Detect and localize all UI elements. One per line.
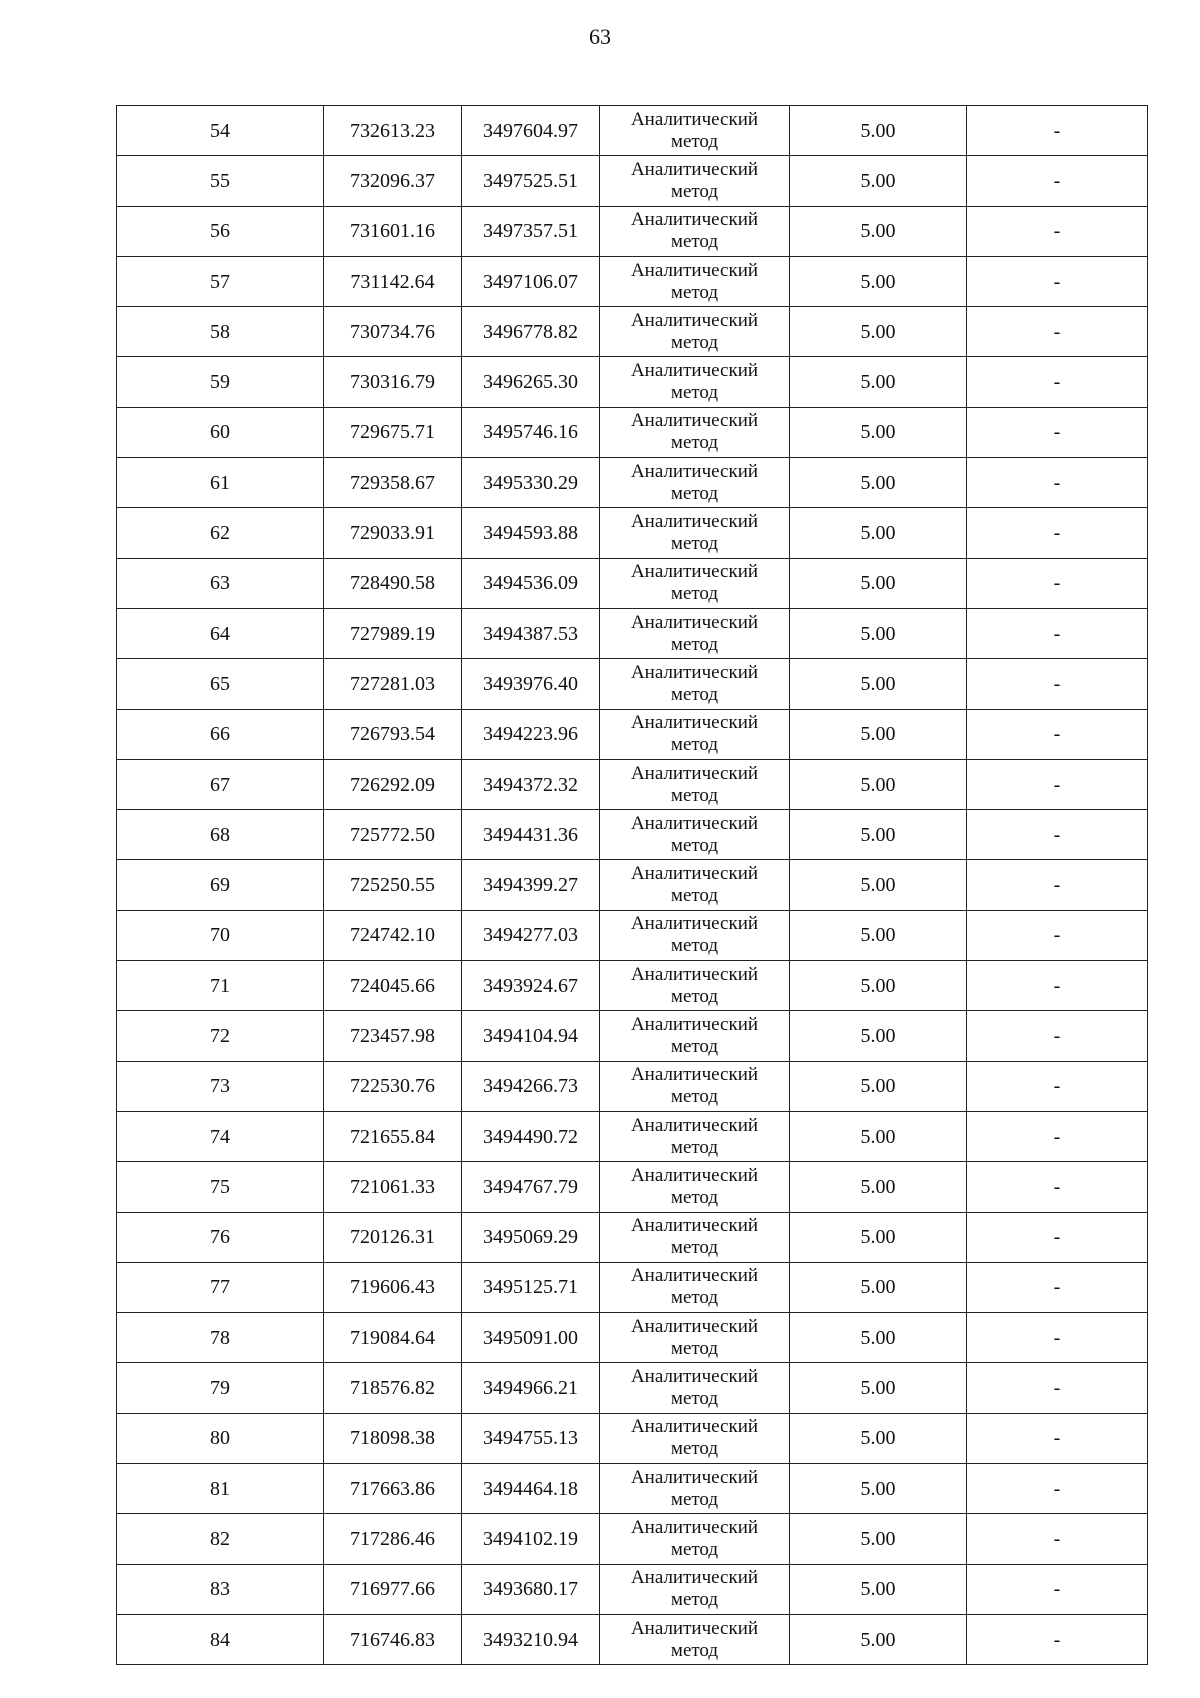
accuracy-cell: 5.00 bbox=[790, 1011, 967, 1061]
method-cell bbox=[600, 1011, 790, 1061]
note-cell: - bbox=[967, 1464, 1148, 1514]
note-cell: - bbox=[967, 1564, 1148, 1614]
method-line-1: Аналитический bbox=[630, 1617, 759, 1639]
x-coordinate-cell: 729033.91 bbox=[324, 508, 462, 558]
table-row bbox=[117, 810, 1148, 860]
method-cell bbox=[600, 508, 790, 558]
table-row bbox=[117, 1212, 1148, 1262]
accuracy-cell: 5.00 bbox=[790, 1464, 967, 1514]
method-line-2: метод bbox=[670, 1589, 719, 1611]
y-coordinate-cell: 3494223.96 bbox=[462, 709, 600, 759]
y-coordinate-cell: 3495069.29 bbox=[462, 1212, 600, 1262]
accuracy-cell: 5.00 bbox=[790, 759, 967, 809]
note-cell: - bbox=[967, 558, 1148, 608]
x-coordinate-cell: 731601.16 bbox=[324, 206, 462, 256]
method-line-1: Аналитический bbox=[630, 108, 759, 130]
point-number-cell: 56 bbox=[117, 206, 324, 256]
table-row bbox=[117, 659, 1148, 709]
method-cell bbox=[600, 458, 790, 508]
method-line-2: метод bbox=[670, 533, 719, 555]
note-cell: - bbox=[967, 1111, 1148, 1161]
accuracy-cell: 5.00 bbox=[790, 458, 967, 508]
accuracy-cell: 5.00 bbox=[790, 608, 967, 658]
note-cell: - bbox=[967, 1212, 1148, 1262]
accuracy-cell: 5.00 bbox=[790, 1212, 967, 1262]
point-number-cell: 76 bbox=[117, 1212, 324, 1262]
table-row bbox=[117, 860, 1148, 910]
accuracy-cell: 5.00 bbox=[790, 156, 967, 206]
method-line-2: метод bbox=[670, 130, 719, 152]
x-coordinate-cell: 725250.55 bbox=[324, 860, 462, 910]
method-line-2: метод bbox=[670, 885, 719, 907]
point-number-cell: 61 bbox=[117, 458, 324, 508]
method-cell bbox=[600, 1111, 790, 1161]
y-coordinate-cell: 3494966.21 bbox=[462, 1363, 600, 1413]
accuracy-cell: 5.00 bbox=[790, 407, 967, 457]
y-coordinate-cell: 3494372.32 bbox=[462, 759, 600, 809]
table-row bbox=[117, 1011, 1148, 1061]
x-coordinate-cell: 727989.19 bbox=[324, 608, 462, 658]
y-coordinate-cell: 3497106.07 bbox=[462, 256, 600, 306]
method-cell bbox=[600, 1564, 790, 1614]
method-line-1: Аналитический bbox=[630, 209, 759, 231]
point-number-cell: 83 bbox=[117, 1564, 324, 1614]
x-coordinate-cell: 730734.76 bbox=[324, 307, 462, 357]
accuracy-cell: 5.00 bbox=[790, 910, 967, 960]
x-coordinate-cell: 716977.66 bbox=[324, 1564, 462, 1614]
x-coordinate-cell: 718576.82 bbox=[324, 1363, 462, 1413]
x-coordinate-cell: 716746.83 bbox=[324, 1614, 462, 1664]
method-line-1: Аналитический bbox=[630, 1265, 759, 1287]
y-coordinate-cell: 3494387.53 bbox=[462, 608, 600, 658]
note-cell: - bbox=[967, 1363, 1148, 1413]
accuracy-cell: 5.00 bbox=[790, 256, 967, 306]
accuracy-cell: 5.00 bbox=[790, 1614, 967, 1664]
note-cell: - bbox=[967, 156, 1148, 206]
method-cell bbox=[600, 810, 790, 860]
point-number-cell: 80 bbox=[117, 1413, 324, 1463]
x-coordinate-cell: 721655.84 bbox=[324, 1111, 462, 1161]
method-line-1: Аналитический bbox=[630, 963, 759, 985]
point-number-cell: 78 bbox=[117, 1313, 324, 1363]
y-coordinate-cell: 3494767.79 bbox=[462, 1162, 600, 1212]
point-number-cell: 66 bbox=[117, 709, 324, 759]
point-number-cell: 84 bbox=[117, 1614, 324, 1664]
method-line-1: Аналитический bbox=[630, 863, 759, 885]
point-number-cell: 54 bbox=[117, 106, 324, 156]
note-cell: - bbox=[967, 407, 1148, 457]
point-number-cell: 69 bbox=[117, 860, 324, 910]
note-cell: - bbox=[967, 810, 1148, 860]
x-coordinate-cell: 724742.10 bbox=[324, 910, 462, 960]
method-line-2: метод bbox=[670, 1186, 719, 1208]
coordinates-table bbox=[116, 105, 1148, 1665]
point-number-cell: 59 bbox=[117, 357, 324, 407]
accuracy-cell: 5.00 bbox=[790, 1262, 967, 1312]
method-line-1: Аналитический bbox=[630, 1516, 759, 1538]
table-row bbox=[117, 1313, 1148, 1363]
y-coordinate-cell: 3493924.67 bbox=[462, 961, 600, 1011]
method-line-1: Аналитический bbox=[630, 1567, 759, 1589]
table-row bbox=[117, 156, 1148, 206]
point-number-cell: 60 bbox=[117, 407, 324, 457]
x-coordinate-cell: 729358.67 bbox=[324, 458, 462, 508]
method-line-2: метод bbox=[670, 1237, 719, 1259]
method-cell bbox=[600, 357, 790, 407]
accuracy-cell: 5.00 bbox=[790, 307, 967, 357]
point-number-cell: 71 bbox=[117, 961, 324, 1011]
note-cell: - bbox=[967, 307, 1148, 357]
method-line-2: метод bbox=[670, 1388, 719, 1410]
method-line-1: Аналитический bbox=[630, 360, 759, 382]
method-cell bbox=[600, 1514, 790, 1564]
y-coordinate-cell: 3496778.82 bbox=[462, 307, 600, 357]
point-number-cell: 63 bbox=[117, 558, 324, 608]
accuracy-cell: 5.00 bbox=[790, 709, 967, 759]
note-cell: - bbox=[967, 759, 1148, 809]
method-cell bbox=[600, 659, 790, 709]
method-line-1: Аналитический bbox=[630, 460, 759, 482]
point-number-cell: 75 bbox=[117, 1162, 324, 1212]
y-coordinate-cell: 3494490.72 bbox=[462, 1111, 600, 1161]
y-coordinate-cell: 3494277.03 bbox=[462, 910, 600, 960]
table-row bbox=[117, 1363, 1148, 1413]
y-coordinate-cell: 3495125.71 bbox=[462, 1262, 600, 1312]
method-line-2: метод bbox=[670, 231, 719, 253]
accuracy-cell: 5.00 bbox=[790, 206, 967, 256]
x-coordinate-cell: 719606.43 bbox=[324, 1262, 462, 1312]
y-coordinate-cell: 3495330.29 bbox=[462, 458, 600, 508]
method-cell bbox=[600, 1363, 790, 1413]
table-row bbox=[117, 1162, 1148, 1212]
method-line-1: Аналитический bbox=[630, 1164, 759, 1186]
y-coordinate-cell: 3495746.16 bbox=[462, 407, 600, 457]
x-coordinate-cell: 731142.64 bbox=[324, 256, 462, 306]
table-row bbox=[117, 1464, 1148, 1514]
point-number-cell: 74 bbox=[117, 1111, 324, 1161]
accuracy-cell: 5.00 bbox=[790, 961, 967, 1011]
method-line-1: Аналитический bbox=[630, 1215, 759, 1237]
method-line-1: Аналитический bbox=[630, 410, 759, 432]
note-cell: - bbox=[967, 508, 1148, 558]
point-number-cell: 65 bbox=[117, 659, 324, 709]
x-coordinate-cell: 730316.79 bbox=[324, 357, 462, 407]
point-number-cell: 57 bbox=[117, 256, 324, 306]
table-row bbox=[117, 307, 1148, 357]
method-line-1: Аналитический bbox=[630, 712, 759, 734]
method-line-2: метод bbox=[670, 331, 719, 353]
y-coordinate-cell: 3494536.09 bbox=[462, 558, 600, 608]
point-number-cell: 67 bbox=[117, 759, 324, 809]
method-line-1: Аналитический bbox=[630, 913, 759, 935]
y-coordinate-cell: 3494104.94 bbox=[462, 1011, 600, 1061]
method-cell bbox=[600, 1413, 790, 1463]
method-line-2: метод bbox=[670, 834, 719, 856]
x-coordinate-cell: 732096.37 bbox=[324, 156, 462, 206]
method-line-1: Аналитический bbox=[630, 158, 759, 180]
x-coordinate-cell: 725772.50 bbox=[324, 810, 462, 860]
x-coordinate-cell: 723457.98 bbox=[324, 1011, 462, 1061]
method-line-2: метод bbox=[670, 1136, 719, 1158]
note-cell: - bbox=[967, 1514, 1148, 1564]
method-cell bbox=[600, 759, 790, 809]
table-row bbox=[117, 709, 1148, 759]
note-cell: - bbox=[967, 961, 1148, 1011]
method-line-2: метод bbox=[670, 985, 719, 1007]
method-line-1: Аналитический bbox=[630, 1466, 759, 1488]
table-row bbox=[117, 1061, 1148, 1111]
coordinates-table-body bbox=[117, 106, 1148, 1665]
method-line-2: метод bbox=[670, 1086, 719, 1108]
y-coordinate-cell: 3497357.51 bbox=[462, 206, 600, 256]
note-cell: - bbox=[967, 709, 1148, 759]
y-coordinate-cell: 3494593.88 bbox=[462, 508, 600, 558]
method-line-2: метод bbox=[670, 734, 719, 756]
method-cell bbox=[600, 1262, 790, 1312]
method-line-2: метод bbox=[670, 1337, 719, 1359]
y-coordinate-cell: 3494755.13 bbox=[462, 1413, 600, 1463]
accuracy-cell: 5.00 bbox=[790, 860, 967, 910]
x-coordinate-cell: 719084.64 bbox=[324, 1313, 462, 1363]
method-line-2: метод bbox=[670, 784, 719, 806]
table-row bbox=[117, 1413, 1148, 1463]
method-line-2: метод bbox=[670, 1488, 719, 1510]
method-line-1: Аналитический bbox=[630, 812, 759, 834]
method-line-2: метод bbox=[670, 633, 719, 655]
method-cell bbox=[600, 1464, 790, 1514]
method-line-2: метод bbox=[670, 432, 719, 454]
table-row bbox=[117, 1514, 1148, 1564]
method-line-1: Аналитический bbox=[630, 661, 759, 683]
table-row bbox=[117, 206, 1148, 256]
method-cell bbox=[600, 106, 790, 156]
method-cell bbox=[600, 256, 790, 306]
note-cell: - bbox=[967, 1162, 1148, 1212]
point-number-cell: 58 bbox=[117, 307, 324, 357]
x-coordinate-cell: 717663.86 bbox=[324, 1464, 462, 1514]
table-row bbox=[117, 608, 1148, 658]
point-number-cell: 73 bbox=[117, 1061, 324, 1111]
x-coordinate-cell: 724045.66 bbox=[324, 961, 462, 1011]
point-number-cell: 81 bbox=[117, 1464, 324, 1514]
accuracy-cell: 5.00 bbox=[790, 558, 967, 608]
method-line-1: Аналитический bbox=[630, 1366, 759, 1388]
y-coordinate-cell: 3497604.97 bbox=[462, 106, 600, 156]
method-line-1: Аналитический bbox=[630, 511, 759, 533]
table-row bbox=[117, 759, 1148, 809]
table-row bbox=[117, 106, 1148, 156]
x-coordinate-cell: 726793.54 bbox=[324, 709, 462, 759]
table-row bbox=[117, 256, 1148, 306]
point-number-cell: 70 bbox=[117, 910, 324, 960]
method-line-2: метод bbox=[670, 935, 719, 957]
method-line-1: Аналитический bbox=[630, 1064, 759, 1086]
method-cell bbox=[600, 1162, 790, 1212]
method-line-2: метод bbox=[670, 583, 719, 605]
accuracy-cell: 5.00 bbox=[790, 1413, 967, 1463]
method-line-2: метод bbox=[670, 1438, 719, 1460]
table-row bbox=[117, 1614, 1148, 1664]
method-cell bbox=[600, 910, 790, 960]
accuracy-cell: 5.00 bbox=[790, 1564, 967, 1614]
method-line-2: метод bbox=[670, 683, 719, 705]
accuracy-cell: 5.00 bbox=[790, 810, 967, 860]
note-cell: - bbox=[967, 256, 1148, 306]
y-coordinate-cell: 3493210.94 bbox=[462, 1614, 600, 1664]
method-cell bbox=[600, 156, 790, 206]
accuracy-cell: 5.00 bbox=[790, 1514, 967, 1564]
x-coordinate-cell: 729675.71 bbox=[324, 407, 462, 457]
y-coordinate-cell: 3496265.30 bbox=[462, 357, 600, 407]
accuracy-cell: 5.00 bbox=[790, 106, 967, 156]
point-number-cell: 82 bbox=[117, 1514, 324, 1564]
table-row bbox=[117, 1262, 1148, 1312]
accuracy-cell: 5.00 bbox=[790, 508, 967, 558]
method-line-1: Аналитический bbox=[630, 762, 759, 784]
method-line-1: Аналитический bbox=[630, 561, 759, 583]
point-number-cell: 62 bbox=[117, 508, 324, 558]
note-cell: - bbox=[967, 860, 1148, 910]
method-cell bbox=[600, 407, 790, 457]
accuracy-cell: 5.00 bbox=[790, 1061, 967, 1111]
note-cell: - bbox=[967, 1262, 1148, 1312]
point-number-cell: 77 bbox=[117, 1262, 324, 1312]
page-number: 63 bbox=[589, 24, 611, 49]
method-cell bbox=[600, 1313, 790, 1363]
method-line-2: метод bbox=[670, 1035, 719, 1057]
accuracy-cell: 5.00 bbox=[790, 1363, 967, 1413]
method-line-2: метод bbox=[670, 180, 719, 202]
table-row bbox=[117, 1111, 1148, 1161]
method-cell bbox=[600, 1061, 790, 1111]
method-cell bbox=[600, 608, 790, 658]
note-cell: - bbox=[967, 910, 1148, 960]
y-coordinate-cell: 3494399.27 bbox=[462, 860, 600, 910]
method-line-2: метод bbox=[670, 1287, 719, 1309]
accuracy-cell: 5.00 bbox=[790, 357, 967, 407]
method-line-2: метод bbox=[670, 1639, 719, 1661]
method-line-1: Аналитический bbox=[630, 1013, 759, 1035]
method-cell bbox=[600, 1212, 790, 1262]
y-coordinate-cell: 3494102.19 bbox=[462, 1514, 600, 1564]
y-coordinate-cell: 3497525.51 bbox=[462, 156, 600, 206]
y-coordinate-cell: 3495091.00 bbox=[462, 1313, 600, 1363]
note-cell: - bbox=[967, 1614, 1148, 1664]
method-line-1: Аналитический bbox=[630, 1315, 759, 1337]
x-coordinate-cell: 721061.33 bbox=[324, 1162, 462, 1212]
x-coordinate-cell: 722530.76 bbox=[324, 1061, 462, 1111]
point-number-cell: 64 bbox=[117, 608, 324, 658]
note-cell: - bbox=[967, 1011, 1148, 1061]
note-cell: - bbox=[967, 1413, 1148, 1463]
table-row bbox=[117, 458, 1148, 508]
method-line-1: Аналитический bbox=[630, 1416, 759, 1438]
method-cell bbox=[600, 961, 790, 1011]
method-line-1: Аналитический bbox=[630, 309, 759, 331]
y-coordinate-cell: 3493680.17 bbox=[462, 1564, 600, 1614]
point-number-cell: 72 bbox=[117, 1011, 324, 1061]
note-cell: - bbox=[967, 1061, 1148, 1111]
x-coordinate-cell: 726292.09 bbox=[324, 759, 462, 809]
table-row bbox=[117, 1564, 1148, 1614]
table-row bbox=[117, 961, 1148, 1011]
accuracy-cell: 5.00 bbox=[790, 1162, 967, 1212]
accuracy-cell: 5.00 bbox=[790, 1313, 967, 1363]
y-coordinate-cell: 3494464.18 bbox=[462, 1464, 600, 1514]
x-coordinate-cell: 728490.58 bbox=[324, 558, 462, 608]
y-coordinate-cell: 3494431.36 bbox=[462, 810, 600, 860]
method-cell bbox=[600, 860, 790, 910]
table-row bbox=[117, 357, 1148, 407]
point-number-cell: 68 bbox=[117, 810, 324, 860]
x-coordinate-cell: 732613.23 bbox=[324, 106, 462, 156]
note-cell: - bbox=[967, 206, 1148, 256]
method-cell bbox=[600, 709, 790, 759]
y-coordinate-cell: 3493976.40 bbox=[462, 659, 600, 709]
note-cell: - bbox=[967, 357, 1148, 407]
table-row bbox=[117, 407, 1148, 457]
method-line-1: Аналитический bbox=[630, 611, 759, 633]
x-coordinate-cell: 727281.03 bbox=[324, 659, 462, 709]
method-line-1: Аналитический bbox=[630, 1114, 759, 1136]
method-line-2: метод bbox=[670, 382, 719, 404]
note-cell: - bbox=[967, 458, 1148, 508]
method-line-2: метод bbox=[670, 1538, 719, 1560]
accuracy-cell: 5.00 bbox=[790, 659, 967, 709]
x-coordinate-cell: 718098.38 bbox=[324, 1413, 462, 1463]
point-number-cell: 55 bbox=[117, 156, 324, 206]
accuracy-cell: 5.00 bbox=[790, 1111, 967, 1161]
method-cell bbox=[600, 307, 790, 357]
method-line-2: метод bbox=[670, 281, 719, 303]
method-cell bbox=[600, 1614, 790, 1664]
method-line-2: метод bbox=[670, 482, 719, 504]
method-line-1: Аналитический bbox=[630, 259, 759, 281]
note-cell: - bbox=[967, 106, 1148, 156]
table-row bbox=[117, 558, 1148, 608]
x-coordinate-cell: 720126.31 bbox=[324, 1212, 462, 1262]
y-coordinate-cell: 3494266.73 bbox=[462, 1061, 600, 1111]
table-row bbox=[117, 508, 1148, 558]
note-cell: - bbox=[967, 659, 1148, 709]
table-row bbox=[117, 910, 1148, 960]
point-number-cell: 79 bbox=[117, 1363, 324, 1413]
method-cell bbox=[600, 206, 790, 256]
method-cell bbox=[600, 558, 790, 608]
note-cell: - bbox=[967, 1313, 1148, 1363]
note-cell: - bbox=[967, 608, 1148, 658]
x-coordinate-cell: 717286.46 bbox=[324, 1514, 462, 1564]
